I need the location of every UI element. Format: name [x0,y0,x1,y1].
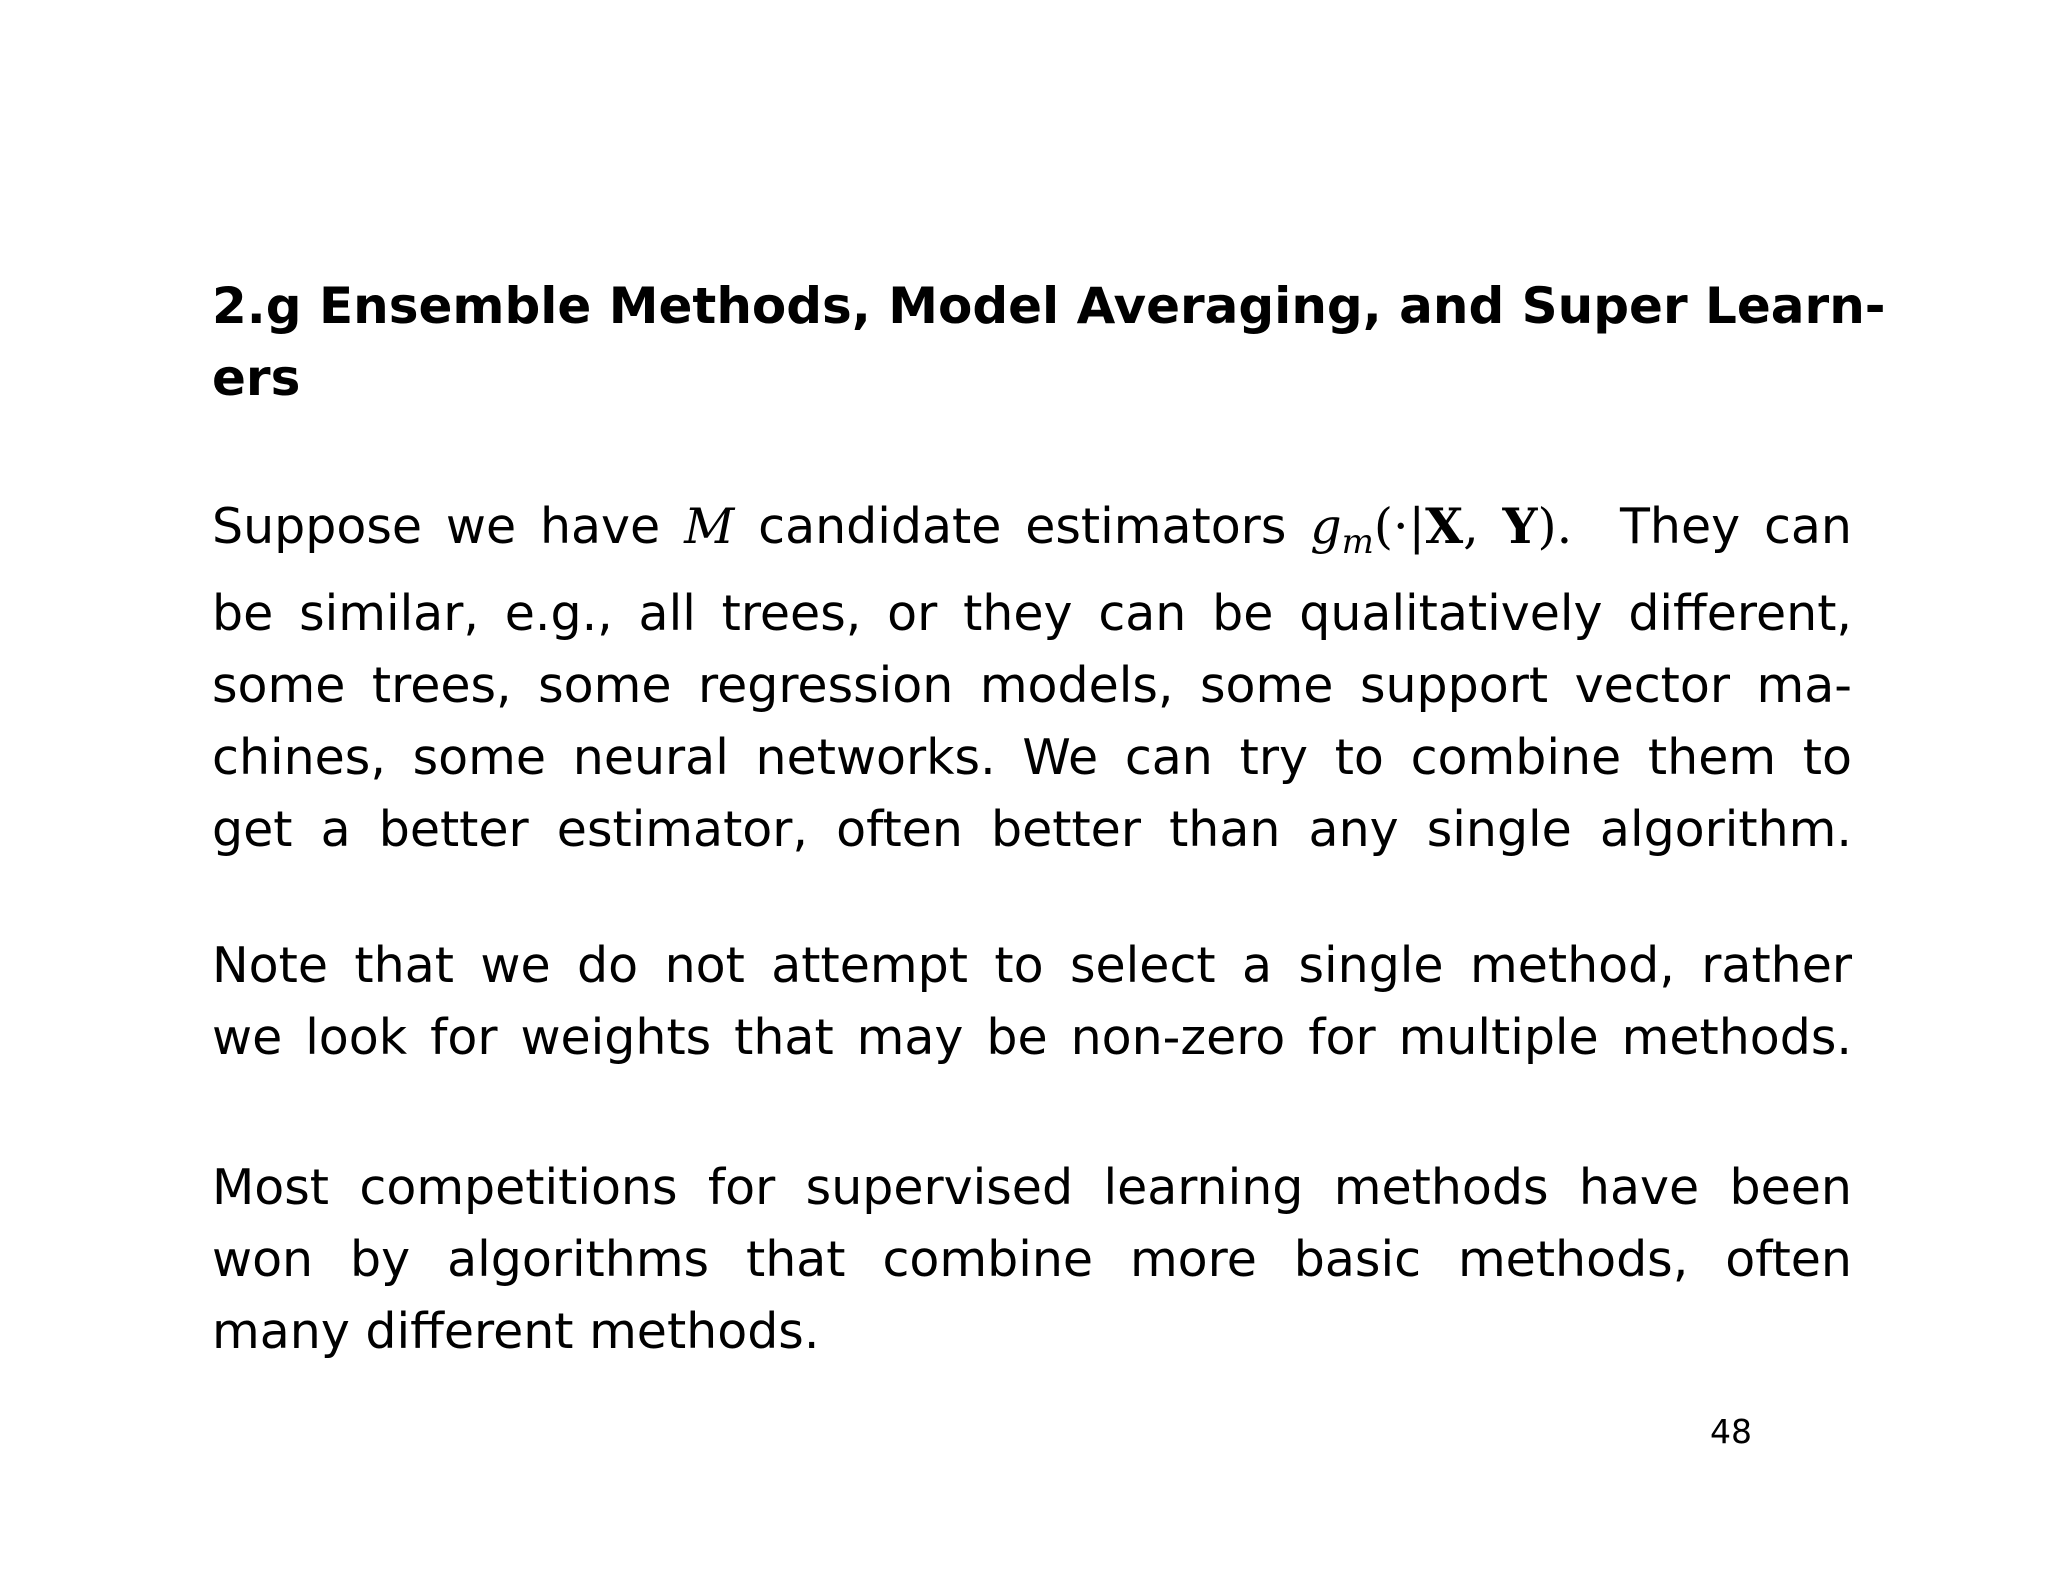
math-symbol-Y: Y [1502,497,1538,555]
paragraph-2-line-1: Note that we do not attempt to select a single method, rather [212,937,1852,994]
text-fragment: Suppose we have [212,498,685,555]
math-paren-close: ). [1537,498,1573,555]
paragraph-1-line-1 [212,490,1852,578]
paragraph-3-line-2: won by algorithms that combine more basic methods, often [212,1231,1852,1288]
math-paren-open: (·| [1373,498,1426,555]
paragraph-1-line-2: be similar, e.g., all trees, or they can be qualitatively different, [212,585,1852,642]
paragraph-competitions [212,1152,1852,1368]
slide-title [212,270,1912,414]
paragraph-3-line-3: many different methods. [212,1303,820,1360]
math-symbol-g: g [1310,498,1342,555]
math-symbol-M: M [684,498,735,555]
paragraph-weights-note [212,930,1852,1074]
paragraph-candidate-estimators [212,490,1852,866]
title-line-2: ers [212,349,301,407]
page-number: 48 [1710,1412,1752,1451]
math-symbol-X: X [1425,497,1464,555]
math-subscript-m: m [1341,522,1374,562]
paragraph-1-line-4: chines, some neural networks. We can try to combine them to [212,729,1852,786]
math-comma: , [1463,498,1503,555]
paragraph-2-line-2: we look for weights that may be non-zero for multiple methods. [212,1009,1852,1066]
paragraph-1-line-5: get a better estimator, often better than any single algorithm. [212,801,1852,858]
text-fragment: They can [1572,498,1852,555]
paragraph-3-line-1: Most competitions for supervised learning methods have been [212,1159,1852,1216]
text-fragment: candidate estimators [734,498,1311,555]
title-line-1: 2.g Ensemble Methods, Model Averaging, and Super Learn- [212,277,1886,335]
paragraph-1-line-3: some trees, some regression models, some support vector ma- [212,657,1852,714]
